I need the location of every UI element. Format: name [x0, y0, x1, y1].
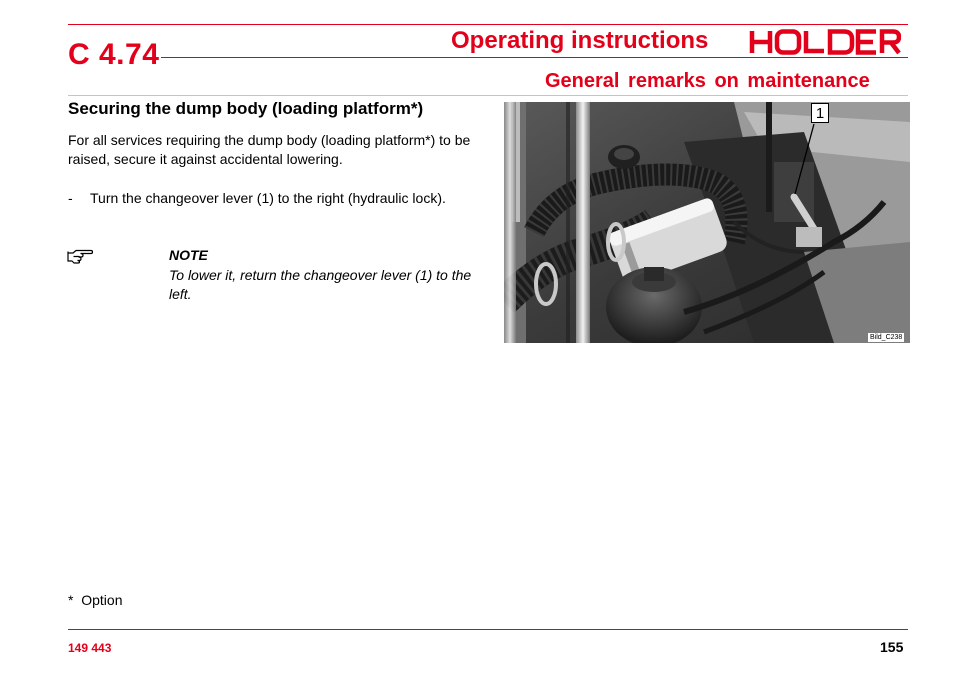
subsection-heading: Securing the dump body (loading platform*)	[68, 99, 424, 118]
photo-caption: Bild_C238	[870, 334, 903, 341]
section-title: General remarks on maintenance	[545, 70, 870, 92]
document-title: Operating instructions	[451, 27, 709, 54]
page-number: 155	[880, 639, 904, 655]
step-text: Turn the changeover lever (1) to the right (hydraulic lock).	[90, 190, 446, 206]
header-bottom-rule	[68, 95, 908, 96]
maintenance-photo	[504, 102, 910, 343]
intro-paragraph: For all services requiring the dump body (loading platform*) to be raised, secure it against accidental lowering.	[68, 132, 471, 167]
note-text: To lower it, return the changeover lever (1) to the left.	[169, 267, 472, 302]
model-title: C 4.74	[68, 38, 160, 71]
header-mid-rule	[161, 57, 908, 58]
document-number: 149 443	[68, 641, 112, 655]
pointing-hand-icon	[66, 247, 94, 265]
header-top-rule	[68, 24, 908, 25]
note-title: NOTE	[169, 247, 208, 263]
callout-label-1: 1	[811, 103, 829, 123]
holder-logo	[749, 28, 901, 56]
footnote: * Option	[68, 592, 123, 608]
step-bullet: -	[68, 190, 73, 206]
footer-rule	[68, 629, 908, 630]
